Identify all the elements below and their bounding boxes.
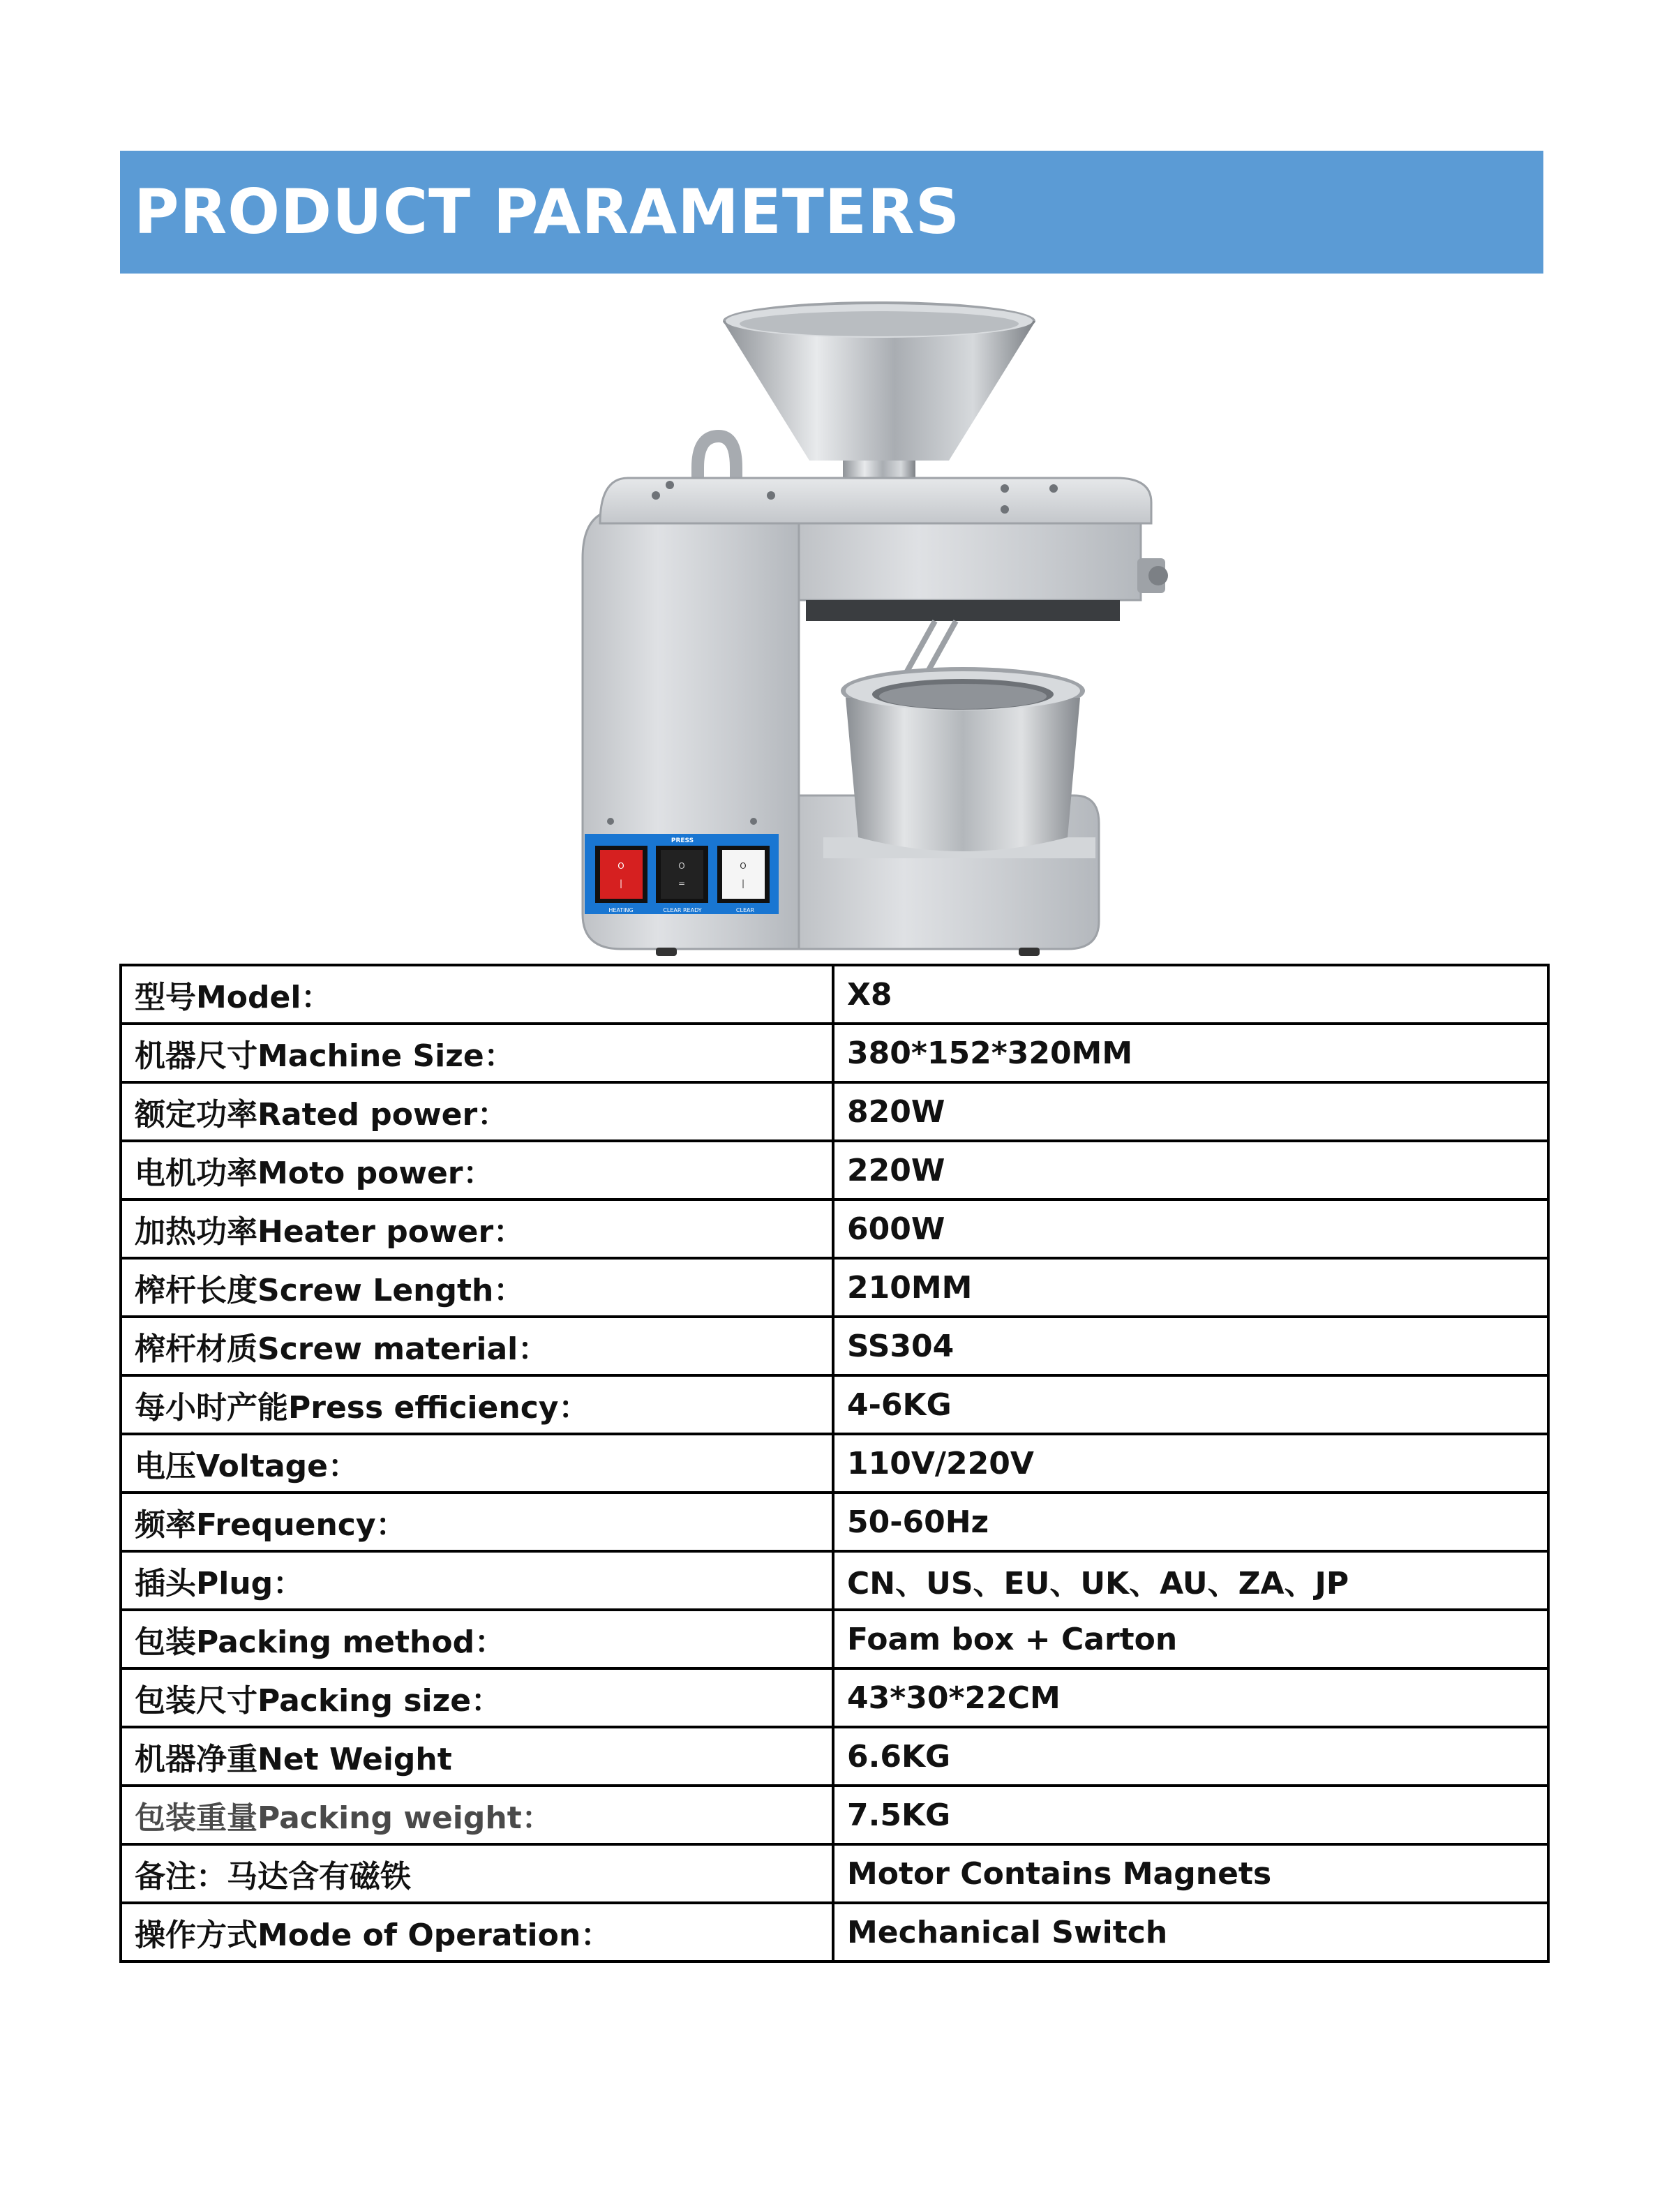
table-row (121, 1610, 1548, 1668)
table-row (121, 1844, 1548, 1903)
parameter-label: 插头Plug： (121, 1551, 833, 1610)
parameters-table (119, 964, 1550, 1963)
parameter-value: 43*30*22CM (833, 1668, 1548, 1727)
parameter-value: 380*152*320MM (833, 1024, 1548, 1082)
parameter-value: CN、US、EU、UK、AU、ZA、JP (833, 1551, 1548, 1610)
table-row (121, 1668, 1548, 1727)
table-row (121, 1258, 1548, 1317)
parameter-label: 包装重量Packing weight： (121, 1786, 833, 1844)
parameter-label: 备注：马达含有磁铁 (121, 1844, 833, 1903)
table-row (121, 1903, 1548, 1961)
parameter-label: 型号Model： (121, 965, 833, 1024)
parameter-value: 210MM (833, 1258, 1548, 1317)
panel-label-press: PRESS (671, 837, 694, 844)
parameter-value: 7.5KG (833, 1786, 1548, 1844)
table-row (121, 1786, 1548, 1844)
parameter-label: 加热功率Heater power： (121, 1200, 833, 1258)
parameter-value: Mechanical Switch (833, 1903, 1548, 1961)
parameter-value: 4-6KG (833, 1375, 1548, 1434)
parameter-value: Motor Contains Magnets (833, 1844, 1548, 1903)
parameter-label: 榨杆长度Screw Length： (121, 1258, 833, 1317)
parameter-label: 榨杆材质Screw material： (121, 1317, 833, 1375)
parameter-label: 电机功率Moto power： (121, 1141, 833, 1200)
parameter-label: 额定功率Rated power： (121, 1082, 833, 1141)
oil-cup-icon (841, 667, 1085, 851)
parameter-label: 每小时产能Press efficiency： (121, 1375, 833, 1434)
parameter-label: 包装尺寸Packing size： (121, 1668, 833, 1727)
parameter-label: 操作方式Mode of Operation： (121, 1903, 833, 1961)
parameter-value: 50-60Hz (833, 1493, 1548, 1551)
panel-label-heating: HEATING (608, 907, 634, 913)
header-banner (120, 151, 1543, 274)
parameter-label: 机器净重Net Weight (121, 1727, 833, 1786)
table-row (121, 1434, 1548, 1493)
svg-text:|: | (619, 879, 623, 888)
parameter-label: 频率Frequency： (121, 1493, 833, 1551)
parameter-label: 包装Packing method： (121, 1610, 833, 1668)
page-title: PRODUCT PARAMETERS (134, 176, 961, 248)
panel-label-clear-ready: CLEAR READY (663, 907, 702, 913)
svg-text:O: O (617, 861, 624, 871)
table-row (121, 1727, 1548, 1786)
table-row (121, 1200, 1548, 1258)
parameter-label: 电压Voltage： (121, 1434, 833, 1493)
parameter-value: Foam box + Carton (833, 1610, 1548, 1668)
table-row (121, 1551, 1548, 1610)
parameter-value: 6.6KG (833, 1727, 1548, 1786)
parameter-value: SS304 (833, 1317, 1548, 1375)
parameter-label: 机器尺寸Machine Size： (121, 1024, 833, 1082)
table-row (121, 1141, 1548, 1200)
table-row (121, 1082, 1548, 1141)
parameter-value: 220W (833, 1141, 1548, 1200)
parameter-value: 820W (833, 1082, 1548, 1141)
parameter-value: X8 (833, 965, 1548, 1024)
parameter-value: 110V/220V (833, 1434, 1548, 1493)
svg-text:O: O (678, 861, 685, 871)
parameter-value: 600W (833, 1200, 1548, 1258)
table-row (121, 965, 1548, 1024)
svg-text:|: | (741, 879, 745, 888)
svg-text:O: O (740, 861, 747, 871)
product-image (419, 293, 1186, 956)
table-row (121, 1024, 1548, 1082)
table-row (121, 1317, 1548, 1375)
svg-text:=: = (677, 879, 686, 888)
table-row (121, 1493, 1548, 1551)
table-row (121, 1375, 1548, 1434)
panel-label-clear: CLEAR (735, 907, 755, 913)
